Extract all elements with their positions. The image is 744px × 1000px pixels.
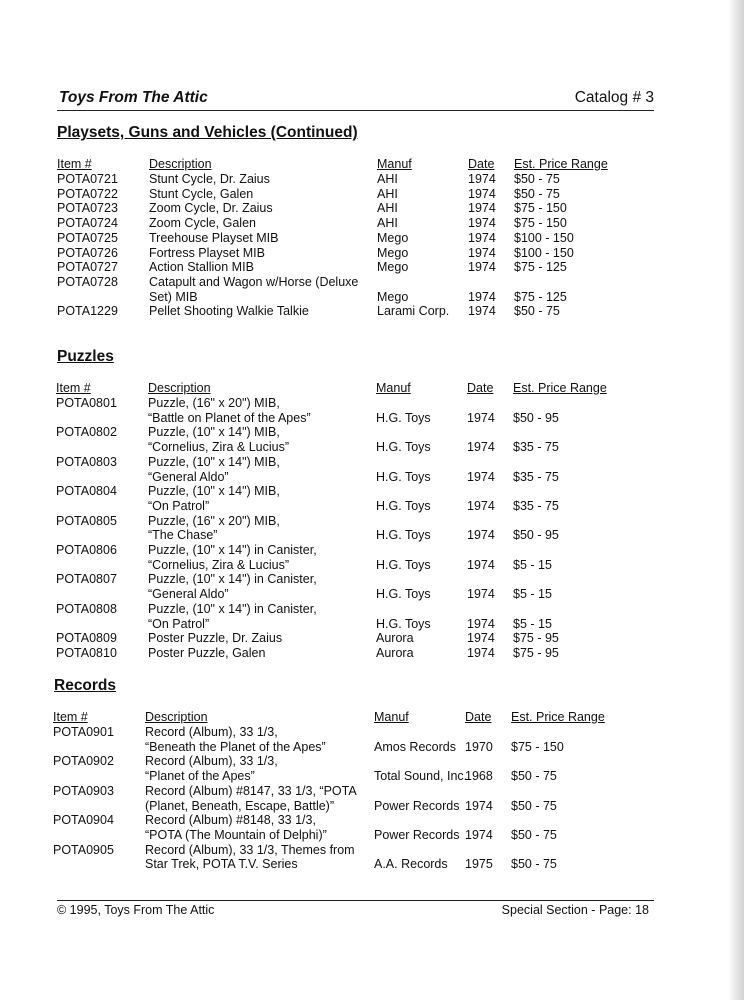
column-header-item: Item # [56,381,91,395]
item-number: POTA0808 [56,601,117,616]
scan-edge [728,0,744,1000]
release-date: 1974 [468,260,496,275]
price-range: $35 - 75 [513,498,559,513]
item-number: POTA0905 [53,842,114,857]
release-date: 1974 [468,304,496,319]
item-description: Poster Puzzle, Dr. Zaius [148,631,283,646]
item-number: POTA0810 [56,645,117,660]
manufacturer: H.G. Toys [376,469,431,484]
release-date: 1974 [467,498,495,513]
item-number: POTA0802 [56,425,117,440]
item-description: Record (Album) #8147, 33 1/3, “POTA [145,783,357,798]
column-header-date: Date [465,710,492,724]
release-date: 1974 [467,631,495,646]
release-date: 1974 [465,827,493,842]
column-header-manuf: Manuf [374,710,409,724]
price-range: $50 - 75 [511,857,557,872]
column-header-item: Item # [53,710,88,724]
price-range: $50 - 75 [511,827,557,842]
price-range: $50 - 75 [514,186,560,201]
price-range: $35 - 75 [513,440,559,455]
item-description: “Cornelius, Zira & Lucius” [148,440,290,455]
price-range: $50 - 75 [514,304,560,319]
price-range: $5 - 15 [513,616,552,631]
column-header-price: Est. Price Range [513,381,607,395]
item-number: POTA0723 [57,201,118,216]
item-description: Puzzle, (10" x 14") MIB, [148,484,280,499]
item-description: “Battle on Planet of the Apes” [148,410,311,425]
item-number: POTA0806 [56,543,117,557]
manufacturer: H.G. Toys [376,616,431,631]
item-number: POTA0722 [57,186,118,201]
release-date: 1974 [467,410,495,425]
catalog-number: Catalog # 3 [574,89,654,106]
item-number: POTA0726 [57,245,118,260]
manufacturer: Aurora [376,645,414,660]
item-number: POTA0805 [56,513,117,528]
manufacturer: Larami Corp. [377,304,450,319]
price-range: $35 - 75 [513,469,559,484]
price-range: $50 - 95 [513,410,559,425]
item-number: POTA0721 [57,172,118,186]
manufacturer: H.G. Toys [376,440,431,455]
price-range: $50 - 95 [513,528,559,543]
item-number: POTA0803 [56,454,117,469]
item-description: “On Patrol” [148,498,210,513]
item-description: Record (Album), 33 1/3, [145,754,278,769]
footer-rule [57,900,654,901]
release-date: 1974 [467,440,495,455]
item-number: POTA0902 [53,754,114,769]
item-description: Action Stallion MIB [149,260,254,275]
manufacturer: Aurora [376,631,414,646]
footer-page-number: Special Section - Page: 18 [501,903,649,917]
release-date: 1975 [465,857,493,872]
item-description: Puzzle, (10" x 14") MIB, [148,425,280,440]
item-description: “Cornelius, Zira & Lucius” [148,557,290,572]
release-date: 1974 [467,557,495,572]
release-date: 1970 [465,739,493,754]
manufacturer: AHI [377,216,398,231]
column-header-description: Description [145,710,208,724]
manufacturer: Mego [377,260,409,275]
price-range: $75 - 125 [514,260,567,275]
item-number: POTA0724 [57,216,118,231]
manufacturer: A.A. Records [374,857,448,872]
price-range: $75 - 150 [511,739,564,754]
item-description: “General Aldo” [148,469,229,484]
column-header-date: Date [468,157,495,171]
item-description: Puzzle, (10" x 14") in Canister, [148,601,317,616]
item-description: “Beneath the Planet of the Apes” [145,739,326,754]
item-number: POTA0904 [53,813,114,828]
item-description: “General Aldo” [148,587,229,602]
item-description: Puzzle, (16" x 20") MIB, [148,396,280,410]
item-description: Record (Album) #8148, 33 1/3, [145,813,316,828]
column-header-item: Item # [57,157,92,171]
item-description: Set) MIB [149,289,198,304]
manufacturer: Mego [377,289,409,304]
item-number: POTA0903 [53,783,114,798]
price-range: $75 - 125 [514,289,567,304]
item-description: Catapult and Wagon w/Horse (Deluxe [149,274,359,289]
price-range: $75 - 150 [514,216,567,231]
column-header-description: Description [149,157,212,171]
column-header-description: Description [148,381,211,395]
item-number: POTA0901 [53,725,114,739]
price-range: $5 - 15 [513,557,552,572]
manufacturer: Mego [377,245,409,260]
manufacturer: H.G. Toys [376,557,431,572]
section-title: Puzzles [57,348,114,365]
release-date: 1968 [465,769,493,784]
price-range: $5 - 15 [513,587,552,602]
manufacturer: AHI [377,201,398,216]
release-date: 1974 [468,289,496,304]
item-number: POTA0725 [57,230,118,245]
item-description: Puzzle, (10" x 14") in Canister, [148,543,317,557]
release-date: 1974 [468,172,496,186]
release-date: 1974 [467,587,495,602]
release-date: 1974 [467,616,495,631]
item-number: POTA0804 [56,484,117,499]
item-number: POTA0801 [56,396,117,410]
item-description: Zoom Cycle, Galen [149,216,256,231]
item-description: Treehouse Playset MIB [149,230,279,245]
release-date: 1974 [468,201,496,216]
item-number: POTA0727 [57,260,118,275]
item-description: (Planet, Beneath, Escape, Battle)” [145,798,334,813]
release-date: 1974 [467,469,495,484]
manufacturer: AHI [377,186,398,201]
price-range: $75 - 95 [513,645,559,660]
item-description: “The Chase” [148,528,218,543]
item-description: Puzzle, (10" x 14") in Canister, [148,572,317,587]
manufacturer: H.G. Toys [376,498,431,513]
release-date: 1974 [467,645,495,660]
column-header-date: Date [467,381,494,395]
catalog-brand: Toys From The Attic [59,89,208,106]
manufacturer: H.G. Toys [376,410,431,425]
item-description: Stunt Cycle, Dr. Zaius [149,172,270,186]
item-description: “POTA (The Mountain of Delphi)” [145,827,327,842]
item-number: POTA0728 [57,274,118,289]
release-date: 1974 [465,798,493,813]
manufacturer: Power Records [374,827,460,842]
price-range: $75 - 95 [513,631,559,646]
item-number: POTA0809 [56,631,117,646]
price-range: $50 - 75 [511,798,557,813]
release-date: 1974 [468,186,496,201]
item-description: Fortress Playset MIB [149,245,265,260]
release-date: 1974 [467,528,495,543]
column-header-manuf: Manuf [377,157,412,171]
item-description: Zoom Cycle, Dr. Zaius [149,201,273,216]
price-range: $50 - 75 [514,172,560,186]
section-title: Records [54,677,117,694]
manufacturer: Power Records [374,798,460,813]
manufacturer: Amos Records [374,739,456,754]
manufacturer: Mego [377,230,409,245]
release-date: 1974 [468,230,496,245]
manufacturer: Total Sound, Inc. [374,769,468,784]
footer-copyright: © 1995, Toys From The Attic [57,903,215,917]
item-description: Pellet Shooting Walkie Talkie [149,304,309,319]
column-header-manuf: Manuf [376,381,411,395]
item-description: Poster Puzzle, Galen [148,645,266,660]
manufacturer: H.G. Toys [376,528,431,543]
manufacturer: H.G. Toys [376,587,431,602]
release-date: 1974 [468,245,496,260]
price-range: $100 - 150 [514,230,574,245]
item-number: POTA0807 [56,572,117,587]
item-description: Puzzle, (16" x 20") MIB, [148,513,280,528]
page-header [57,88,654,111]
item-description: “On Patrol” [148,616,210,631]
price-range: $100 - 150 [514,245,574,260]
price-range: $50 - 75 [511,769,557,784]
item-description: Record (Album), 33 1/3, Themes from [145,842,355,857]
release-date: 1974 [468,216,496,231]
price-range: $75 - 150 [514,201,567,216]
item-description: Puzzle, (10" x 14") MIB, [148,454,280,469]
item-description: Record (Album), 33 1/3, [145,725,278,739]
column-header-price: Est. Price Range [514,157,608,171]
item-description: “Planet of the Apes” [145,769,255,784]
column-header-price: Est. Price Range [511,710,605,724]
item-description: Stunt Cycle, Galen [149,186,254,201]
item-description: Star Trek, POTA T.V. Series [145,857,298,872]
section-title: Playsets, Guns and Vehicles (Continued) [57,124,358,141]
item-number: POTA1229 [57,304,118,319]
manufacturer: AHI [377,172,398,186]
